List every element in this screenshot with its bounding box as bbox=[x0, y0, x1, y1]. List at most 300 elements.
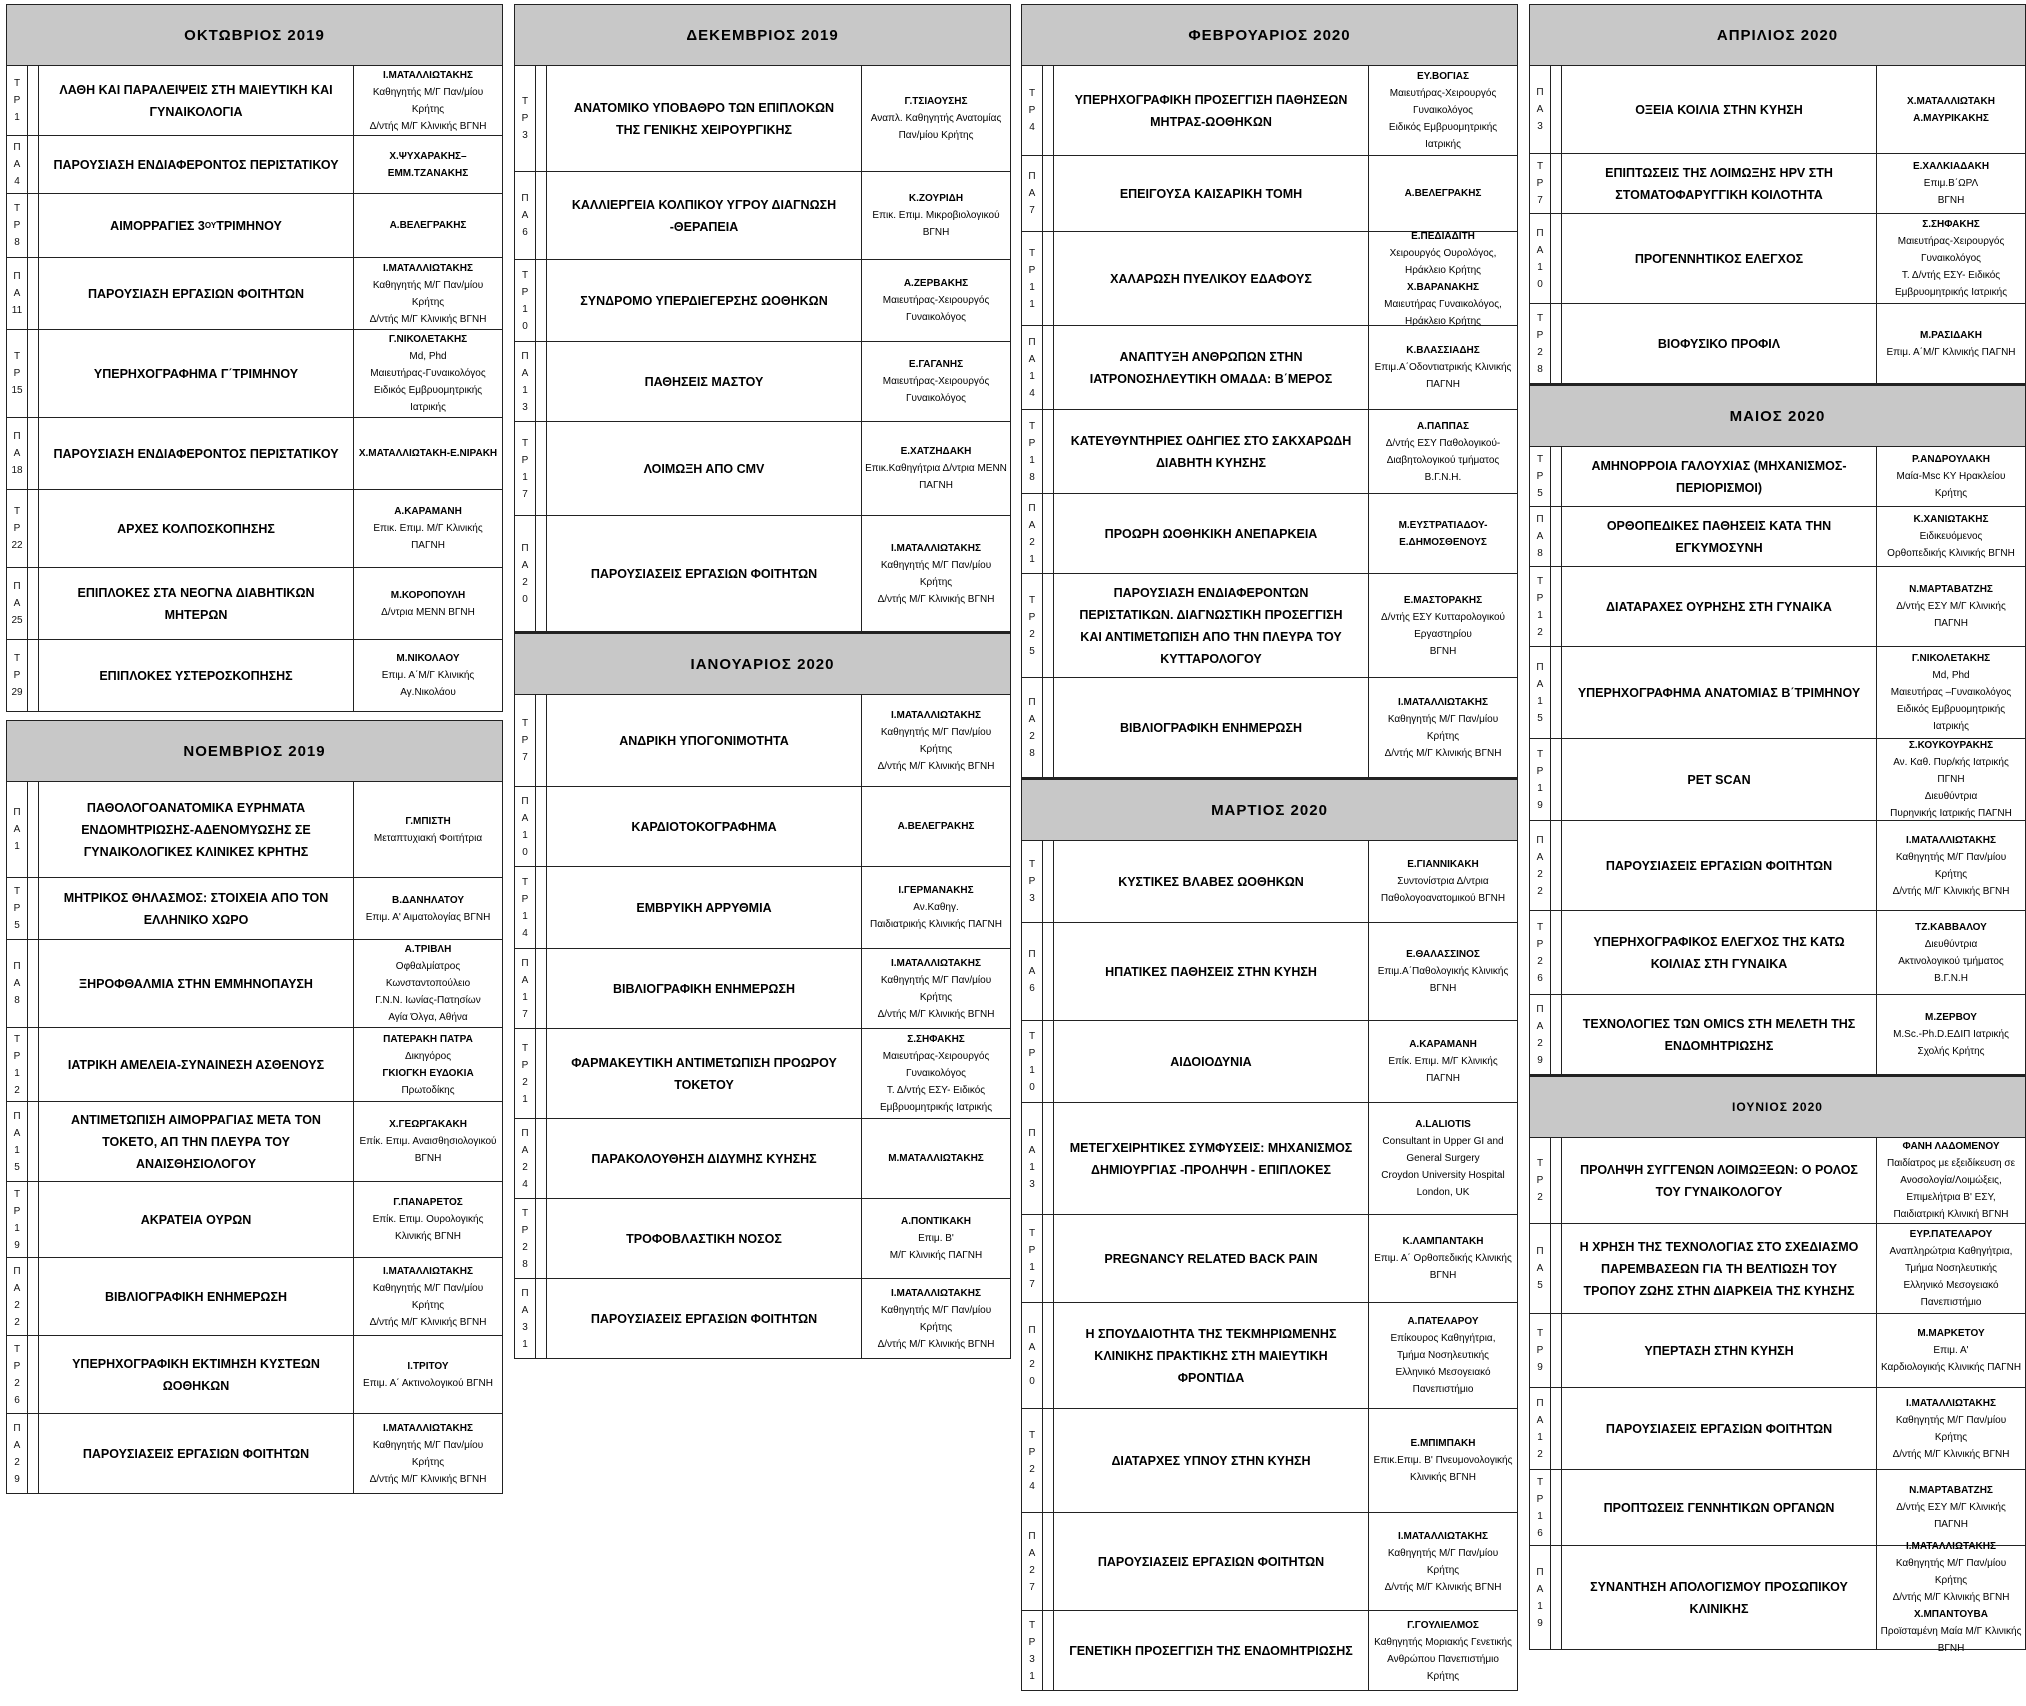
day-char: Π bbox=[1536, 661, 1544, 673]
day-char: 7 bbox=[522, 488, 528, 500]
session-row bbox=[1530, 304, 2025, 384]
speaker-affiliation: Δ/ντής Μ/Γ Κλινικής ΒΓΝΗ bbox=[877, 1008, 995, 1020]
session-speaker bbox=[1368, 841, 1517, 922]
day-char: 1 bbox=[522, 384, 528, 396]
session-title: ΒΙΟΦΥΣΙΚΟ ΠΡΟΦΙΛ bbox=[1561, 304, 1876, 383]
session-speaker bbox=[1876, 1224, 2025, 1313]
speaker-name: Ι.ΜΑΤΑΛΛΙΩΤΑΚΗΣ bbox=[1905, 1397, 1997, 1409]
speaker-name: Ι.ΜΑΤΑΛΛΙΩΤΑΚΗΣ bbox=[890, 957, 982, 969]
session-title: ΗΠΑΤΙΚΕΣ ΠΑΘΗΣΕΙΣ ΣΤΗΝ ΚΥΗΣΗ bbox=[1053, 923, 1368, 1020]
speaker-name: Χ.ΨΥΧΑΡΑΚΗΣ–ΕΜΜ.ΤΖΑΝΑΚΗΣ bbox=[387, 150, 469, 179]
speaker-name: Σ.ΚΟΥΚΟΥΡΑΚΗΣ bbox=[1908, 740, 1994, 751]
session-day bbox=[7, 194, 27, 257]
session-row bbox=[1530, 214, 2025, 304]
speaker-affiliation: Ορθοπεδικής Κλινικής ΒΓΝΗ bbox=[1887, 548, 2015, 559]
day-char: 5 bbox=[14, 920, 20, 931]
speaker-affiliation: Επικ. Επιμ. Μικροβιολογικού ΒΓΝΗ bbox=[872, 210, 1000, 238]
day-char: Τ bbox=[1536, 1476, 1544, 1488]
session-day bbox=[7, 940, 27, 1027]
speaker-name: Α.ΠΑΤΕΛΑΡΟΥ bbox=[1407, 1316, 1479, 1327]
speaker-name: Ι.ΤΡΙΤΟΥ bbox=[407, 1360, 449, 1372]
day-char: Α bbox=[1536, 104, 1544, 115]
speaker-affiliation: Καθηγητής Μ/Γ Παν/μίου Κρήτης bbox=[1895, 1558, 2007, 1586]
month-header: ΔΕΚΕΜΒΡΙΟΣ 2019 bbox=[515, 5, 1010, 66]
day-char: 4 bbox=[1029, 122, 1035, 133]
session-row bbox=[1022, 156, 1517, 232]
speaker-name: Μ.ΝΙΚΟΛΑΟΥ bbox=[396, 653, 460, 664]
day-char: 0 bbox=[522, 593, 528, 605]
day-char: Ρ bbox=[13, 1205, 21, 1217]
speaker-affiliation: Χειρουργός Ουρολόγος, Ηράκλειο Κρήτης bbox=[1389, 247, 1497, 276]
day-char: Α bbox=[1536, 678, 1544, 690]
session-row bbox=[7, 136, 502, 194]
day-char: 1 bbox=[1537, 1600, 1543, 1612]
session-row bbox=[1530, 507, 2025, 567]
session-day bbox=[1530, 304, 1550, 383]
month-header: ΦΕΒΡΟΥΑΡΙΟΣ 2020 bbox=[1022, 5, 1517, 66]
day-char: Π bbox=[1028, 1530, 1036, 1542]
speaker-affiliation: Μαία-Msc ΚΥ Ηρακλείου Κρήτης bbox=[1896, 471, 2006, 499]
session-row bbox=[515, 1279, 1010, 1359]
day-char: Ρ bbox=[1536, 938, 1544, 950]
session-speaker bbox=[861, 949, 1010, 1028]
speaker-affiliation: Δ/ντής ΕΣΥ Μ/Γ Κλινικής ΠΑΓΝΗ bbox=[1896, 1502, 2006, 1530]
day-char: Ρ bbox=[1536, 1175, 1544, 1186]
day-char: Τ bbox=[13, 1033, 21, 1045]
day-char: 1 bbox=[14, 1067, 20, 1079]
day-char: 3 bbox=[1029, 893, 1035, 904]
day-char: Τ bbox=[1028, 1619, 1036, 1631]
speaker-affiliation: Ειδικός Εμβρυομητρικής Ιατρικής bbox=[1388, 122, 1498, 150]
session-speaker bbox=[353, 490, 502, 567]
speaker-name: Ρ.ΑΝΔΡΟΥΛΑΚΗ bbox=[1911, 454, 1991, 465]
session-title: ΜΗΤΡΙΚΟΣ ΘΗΛΑΣΜΟΣ: ΣΤΟΙΧΕΙΑ ΑΠΟ ΤΟΝ ΕΛΛΗΝΙΚΟ ΧΩΡΟ bbox=[38, 878, 353, 939]
speaker-affiliation: Παιδιατρική Κλινική ΒΓΝΗ bbox=[1893, 1209, 2009, 1220]
session-row bbox=[515, 66, 1010, 172]
spacer-cell bbox=[27, 940, 38, 1027]
day-char: Π bbox=[1028, 696, 1036, 708]
spacer-cell bbox=[1042, 574, 1053, 677]
speaker-affiliation: Γ.Ν.Ν. Ιωνίας-Πατησίων bbox=[375, 995, 481, 1006]
day-char: Α bbox=[13, 598, 21, 609]
spacer-cell bbox=[1550, 911, 1561, 994]
session-speaker bbox=[353, 194, 502, 257]
session-row bbox=[1530, 647, 2025, 739]
speaker-affiliation: Καθηγητής Μ/Γ Παν/μίου Κρήτης bbox=[372, 279, 484, 308]
session-title: ΟΞΕΙΑ ΚΟΙΛΙΑ ΣΤΗΝ ΚΥΗΣΗ bbox=[1561, 66, 1876, 153]
session-title: ΤΕΧΝΟΛΟΓΙΕΣ ΤΩΝ OMICS ΣΤΗ ΜΕΛΕΤΗ ΤΗΣ ΕΝΔΟΜΗΤΡΙΩΣΗΣ bbox=[1561, 995, 1876, 1074]
speaker-affiliation: Επίκ. Επιμ. Αναισθησιολογικού ΒΓΝΗ bbox=[359, 1136, 497, 1164]
session-row bbox=[7, 66, 502, 136]
session-day bbox=[1022, 1513, 1042, 1610]
day-char: 0 bbox=[1029, 1375, 1035, 1387]
session-row bbox=[7, 782, 502, 878]
session-title: ΔΙΑΤΑΡΑΧΕΣ ΟΥΡΗΣΗΣ ΣΤΗ ΓΥΝΑΙΚΑ bbox=[1561, 567, 1876, 646]
session-title: ΒΙΒΛΙΟΓΡΑΦΙΚΗ ΕΝΗΜΕΡΩΣΗ bbox=[1053, 678, 1368, 777]
spacer-cell bbox=[1550, 214, 1561, 303]
day-char: 0 bbox=[522, 846, 528, 858]
day-char: Α bbox=[1028, 353, 1036, 365]
session-row bbox=[1022, 326, 1517, 410]
session-title: ΠΑΡΟΥΣΙΑΣΗ ΕΡΓΑΣΙΩΝ ΦΟΙΤΗΤΩΝ bbox=[38, 258, 353, 329]
speaker-affiliation: Δ/ντής Μ/Γ Κλινικής ΒΓΝΗ bbox=[1384, 747, 1502, 759]
speaker-affiliation: Μαιευτήρας –Γυναικολόγος bbox=[1890, 687, 2012, 698]
day-char: 6 bbox=[1029, 983, 1035, 994]
spacer-cell bbox=[27, 640, 38, 711]
speaker-affiliation: Παιδιατρικής Κλινικής ΠΑΓΝΗ bbox=[870, 919, 1002, 930]
day-char: Ρ bbox=[1536, 1345, 1544, 1356]
session-row bbox=[7, 640, 502, 712]
day-char: 1 bbox=[14, 841, 20, 852]
session-speaker bbox=[353, 1258, 502, 1335]
speaker-affiliation: Croydon University Hospital bbox=[1381, 1170, 1505, 1181]
spacer-cell bbox=[1550, 447, 1561, 506]
session-day bbox=[7, 568, 27, 639]
session-day bbox=[1022, 1215, 1042, 1302]
day-char: 3 bbox=[1537, 121, 1543, 132]
spacer-cell bbox=[1042, 678, 1053, 777]
session-row bbox=[1022, 494, 1517, 574]
session-day bbox=[515, 867, 535, 948]
session-row bbox=[1022, 841, 1517, 923]
session-speaker bbox=[861, 260, 1010, 341]
session-row bbox=[1530, 995, 2025, 1075]
session-row bbox=[515, 260, 1010, 342]
session-speaker bbox=[1876, 304, 2025, 383]
day-char: Α bbox=[1028, 188, 1036, 199]
spacer-cell bbox=[535, 867, 546, 948]
day-char: Ρ bbox=[521, 454, 529, 466]
speaker-name: Ν.ΜΑΡΤΑΒΑΤΖΗΣ bbox=[1909, 1485, 1993, 1496]
session-speaker bbox=[1368, 66, 1517, 155]
day-char: 3 bbox=[1029, 1653, 1035, 1665]
day-char: 2 bbox=[1537, 1448, 1543, 1460]
spacer-cell bbox=[1042, 923, 1053, 1020]
day-char: Ρ bbox=[521, 893, 529, 905]
spacer-cell bbox=[1550, 739, 1561, 820]
spacer-cell bbox=[1042, 232, 1053, 325]
session-speaker bbox=[1876, 1314, 2025, 1387]
session-speaker bbox=[1368, 326, 1517, 409]
spacer-cell bbox=[1550, 1224, 1561, 1313]
session-speaker bbox=[353, 878, 502, 939]
day-char: 2 bbox=[14, 1456, 20, 1468]
session-speaker bbox=[353, 940, 502, 1027]
speaker-affiliation: Καθηγητής Μοριακής Γενετικής Ανθρώπου Πανεπιστήμιο Κρήτης bbox=[1374, 1636, 1512, 1682]
day-char: Ρ bbox=[13, 670, 21, 681]
day-char: Α bbox=[13, 159, 21, 170]
day-char: Π bbox=[1028, 502, 1036, 514]
speaker-name: Α.ΠΑΠΠΑΣ bbox=[1416, 420, 1470, 432]
spacer-cell bbox=[1550, 1388, 1561, 1469]
session-row bbox=[515, 949, 1010, 1029]
day-char: Ρ bbox=[13, 95, 21, 106]
session-speaker bbox=[1876, 739, 2025, 820]
session-day bbox=[515, 260, 535, 341]
speaker-affiliation: Καθηγητής Μ/Γ Παν/μίου Κρήτης bbox=[372, 1282, 484, 1311]
speaker-name: Ε.ΘΑΛΑΣΣΙΝΟΣ bbox=[1406, 949, 1480, 960]
session-row bbox=[1530, 66, 2025, 154]
speaker-name: ΕΥ.ΒΟΓΙΑΣ bbox=[1416, 71, 1470, 82]
day-char: 3 bbox=[522, 401, 528, 413]
day-char: 4 bbox=[14, 176, 20, 187]
session-row bbox=[1530, 154, 2025, 214]
session-title: ΠΑΡΟΥΣΙΑΣΕΙΣ ΕΡΓΑΣΙΩΝ ΦΟΙΤΗΤΩΝ bbox=[1561, 1388, 1876, 1469]
day-char: Τ bbox=[1536, 748, 1544, 760]
month-june-2020 bbox=[1529, 1075, 2026, 1654]
session-day bbox=[1530, 1314, 1550, 1387]
session-day bbox=[7, 136, 27, 193]
speaker-affiliation: London, UK bbox=[1416, 1187, 1470, 1198]
day-char: Π bbox=[13, 1265, 21, 1277]
day-char: Τ bbox=[1028, 247, 1036, 259]
day-char: 29 bbox=[11, 687, 23, 698]
speaker-affiliation: Md, Phd bbox=[409, 351, 447, 362]
speaker-name: Ε.ΠΕΔΙΑΔΙΤΗ bbox=[1411, 230, 1475, 242]
spacer-cell bbox=[535, 787, 546, 866]
day-char: 7 bbox=[1537, 195, 1543, 206]
day-char: Ρ bbox=[1536, 765, 1544, 777]
session-title: ΑΚΡΑΤΕΙΑ ΟΥΡΩΝ bbox=[38, 1182, 353, 1257]
day-char: Τ bbox=[1536, 921, 1544, 933]
month-march-2020 bbox=[1021, 778, 1518, 1691]
spacer-cell bbox=[1550, 1314, 1561, 1387]
day-char: 2 bbox=[1029, 730, 1035, 742]
session-row bbox=[1530, 1314, 2025, 1388]
session-speaker bbox=[353, 1336, 502, 1413]
session-day bbox=[1530, 1546, 1550, 1649]
session-row bbox=[1022, 923, 1517, 1021]
speaker-affiliation: Δ/ντής Μ/Γ Κλινικής ΒΓΝΗ bbox=[1892, 1448, 2010, 1460]
day-char: 9 bbox=[14, 1239, 20, 1251]
day-char: 5 bbox=[14, 1161, 20, 1173]
day-char: Π bbox=[13, 142, 21, 153]
speaker-affiliation: Τ. Δ/ντής ΕΣΥ- Ειδικός Εμβρυομητρικής Ιατρικής bbox=[1894, 270, 2008, 298]
month-november-2019 bbox=[6, 720, 503, 1494]
day-char: Α bbox=[13, 448, 21, 459]
session-day bbox=[1022, 1103, 1042, 1214]
spacer-cell bbox=[535, 1279, 546, 1358]
session-speaker bbox=[861, 1279, 1010, 1358]
speaker-name: Γ.ΠΑΝΑΡΕΤΟΣ bbox=[393, 1197, 463, 1208]
speaker-name: Γ.ΓΟΥΛΙΕΛΜΟΣ bbox=[1407, 1619, 1479, 1631]
speaker-affiliation: Συντονίστρια Δ/ντρια Παθολογοανατομικού ΒΓΝΗ bbox=[1380, 876, 1506, 904]
speaker-affiliation: Επικ. Επιμ. Μ/Γ Κλινικής ΠΑΓΝΗ bbox=[373, 523, 483, 551]
day-char: Π bbox=[1028, 171, 1036, 182]
day-char: 1 bbox=[1029, 1670, 1035, 1682]
speaker-name: ΤΖ.ΚΑΒΒΑΛΟΥ bbox=[1915, 921, 1987, 933]
speaker-affiliation: Καθηγητής Μ/Γ Παν/μίου Κρήτης bbox=[1387, 713, 1499, 742]
session-row bbox=[1022, 1303, 1517, 1409]
speaker-affiliation: Καθηγητής Μ/Γ Παν/μίου Κρήτης bbox=[1387, 1547, 1499, 1576]
speaker-affiliation: Ακτινολογικού τμήματος Β.Γ.Ν.Η bbox=[1898, 955, 2004, 984]
speaker-affiliation: ΒΓΝΗ bbox=[1429, 645, 1457, 657]
day-char: 2 bbox=[1537, 346, 1543, 358]
speaker-name: Χ.ΓΕΩΡΓΑΚΑΚΗ bbox=[389, 1119, 467, 1130]
day-char: 9 bbox=[1537, 1617, 1543, 1629]
speaker-affiliation: Ελληνικό Μεσογειακό Πανεπιστήμιο bbox=[1903, 1280, 1999, 1308]
speaker-affiliation: Πυρηνικής Ιατρικής ΠΑΓΝΗ bbox=[1890, 808, 2012, 819]
session-day bbox=[7, 878, 27, 939]
session-day bbox=[7, 1258, 27, 1335]
session-title: ΕΠΙΠΛΟΚΕΣ ΥΣΤΕΡΟΣΚΟΠΗΣΗΣ bbox=[38, 640, 353, 711]
day-char: Α bbox=[13, 824, 21, 835]
day-char: 1 bbox=[1537, 1431, 1543, 1443]
session-row bbox=[7, 878, 502, 940]
day-char: 1 bbox=[1537, 609, 1543, 621]
day-char: Α bbox=[1536, 1263, 1544, 1274]
session-row bbox=[515, 342, 1010, 422]
speaker-name: Ε.ΧΑΛΚΙΑΔΑΚΗ bbox=[1912, 161, 1990, 172]
day-char: 4 bbox=[522, 927, 528, 939]
speaker-name: Α.ΜΑΥΡΙΚΑΚΗΣ bbox=[1913, 112, 1989, 124]
day-char: 2 bbox=[14, 1084, 20, 1096]
month-header: ΟΚΤΩΒΡΙΟΣ 2019 bbox=[7, 5, 502, 66]
session-day bbox=[7, 1028, 27, 1101]
session-day bbox=[1530, 154, 1550, 213]
speaker-name: Ε.ΓΑΓΑΝΗΣ bbox=[908, 359, 964, 370]
speaker-name: Ι.ΜΑΤΑΛΛΙΩΤΑΚΗΣ bbox=[1397, 696, 1489, 708]
speaker-affiliation: Δ/ντής Μ/Γ Κλινικής ΒΓΝΗ bbox=[369, 1316, 487, 1328]
day-char: Π bbox=[521, 1287, 529, 1299]
day-char: Τ bbox=[13, 506, 21, 517]
day-char: 18 bbox=[11, 465, 23, 476]
session-speaker bbox=[1876, 1138, 2025, 1223]
session-title: ΑΡΧΕΣ ΚΟΛΠΟΣΚΟΠΗΣΗΣ bbox=[38, 490, 353, 567]
speaker-affiliation: Δ/ντρια ΜΕΝΝ ΒΓΝΗ bbox=[381, 606, 475, 618]
day-char: Τ bbox=[13, 203, 21, 214]
day-char: Α bbox=[13, 1127, 21, 1139]
day-char: 7 bbox=[1029, 1581, 1035, 1593]
session-speaker bbox=[1368, 494, 1517, 573]
day-char: 7 bbox=[522, 1008, 528, 1020]
session-speaker bbox=[861, 1199, 1010, 1278]
day-char: Τ bbox=[1028, 859, 1036, 870]
speaker-affiliation: Δικηγόρος bbox=[404, 1050, 452, 1062]
speaker-name: Ι.ΜΑΤΑΛΛΙΩΤΑΚΗΣ bbox=[1905, 834, 1997, 846]
spacer-cell bbox=[535, 342, 546, 421]
day-char: 1 bbox=[1029, 298, 1035, 310]
speaker-name: Κ.ΧΑΝΙΩΤΑΚΗΣ bbox=[1913, 514, 1989, 525]
day-char: Τ bbox=[521, 876, 529, 888]
session-speaker bbox=[1876, 447, 2025, 506]
session-row bbox=[515, 695, 1010, 787]
day-char: Ρ bbox=[1536, 178, 1544, 189]
spacer-cell bbox=[27, 418, 38, 489]
speaker-affiliation: Μ/Γ Κλινικής ΠΑΓΝΗ bbox=[889, 1250, 983, 1261]
day-char: 5 bbox=[1537, 488, 1543, 499]
speaker-name: Ε.ΧΑΤΖΗΔΑΚΗ bbox=[900, 446, 972, 457]
day-char: 1 bbox=[1029, 1261, 1035, 1273]
day-char: 6 bbox=[1537, 1527, 1543, 1539]
speaker-name: Γ.ΝΙΚΟΛΕΤΑΚΗΣ bbox=[1911, 653, 1991, 664]
day-char: 1 bbox=[1537, 261, 1543, 273]
session-row bbox=[515, 422, 1010, 516]
session-speaker bbox=[353, 640, 502, 711]
speaker-name: Ι.ΜΑΤΑΛΛΙΩΤΑΚΗΣ bbox=[382, 262, 474, 274]
speaker-name: Α.ΚΑΡΑΜΑΝΗ bbox=[394, 506, 462, 517]
spacer-cell bbox=[1550, 647, 1561, 738]
session-day bbox=[7, 1102, 27, 1181]
session-day bbox=[1022, 1611, 1042, 1690]
speaker-affiliation: Καθηγητής Μ/Γ Παν/μίου Κρήτης bbox=[372, 86, 484, 115]
day-char: Π bbox=[1536, 834, 1544, 846]
session-title: ΓΕΝΕΤΙΚΗ ΠΡΟΣΕΓΓΙΣΗ ΤΗΣ ΕΝΔΟΜΗΤΡΙΩΣΗΣ bbox=[1053, 1611, 1368, 1690]
speaker-affiliation: Μαιευτήρας-Χειρουργός Γυναικολόγος bbox=[882, 295, 990, 323]
session-title: ΛΟΙΜΩΞΗ ΑΠΟ CMV bbox=[546, 422, 861, 515]
session-title: ΑΝΑΠΤΥΞΗ ΑΝΘΡΩΠΩΝ ΣΤΗΝ ΙΑΤΡΟΝΟΣΗΛΕΥΤΙΚΗ ΟΜΑΔΑ: Β΄ΜΕΡΟΣ bbox=[1053, 326, 1368, 409]
day-char: Τ bbox=[1536, 312, 1544, 324]
day-char: Τ bbox=[13, 1343, 21, 1355]
session-day bbox=[515, 1029, 535, 1118]
speaker-affiliation: Αναπλ. Καθηγητής Ανατομίας Παν/μίου Κρήτης bbox=[870, 113, 1002, 141]
session-speaker bbox=[861, 1029, 1010, 1118]
day-char: 2 bbox=[1029, 1358, 1035, 1370]
day-char: Π bbox=[1536, 1397, 1544, 1409]
session-title: ΠΑΡΟΥΣΙΑΣΕΙΣ ΕΡΓΑΣΙΩΝ ΦΟΙΤΗΤΩΝ bbox=[38, 1414, 353, 1493]
spacer-cell bbox=[1550, 66, 1561, 153]
session-speaker bbox=[861, 1119, 1010, 1198]
day-char: 3 bbox=[1029, 1178, 1035, 1190]
spacer-cell bbox=[1550, 1470, 1561, 1545]
speaker-name: Α.ΠΟΝΤΙΚΑΚΗ bbox=[901, 1216, 971, 1227]
day-char: Α bbox=[1028, 1341, 1036, 1353]
session-speaker bbox=[1876, 66, 2025, 153]
session-speaker bbox=[1876, 995, 2025, 1074]
day-char: 7 bbox=[1029, 205, 1035, 216]
session-speaker bbox=[861, 787, 1010, 866]
session-title: ΑΝΔΡΙΚΗ ΥΠΟΓΟΝΙΜΟΤΗΤΑ bbox=[546, 695, 861, 786]
speaker-affiliation: Επιμ. Α΄ Ακτινολογικού ΒΓΝΗ bbox=[363, 1377, 493, 1389]
day-char: 1 bbox=[522, 829, 528, 841]
day-char: 8 bbox=[1537, 363, 1543, 375]
session-title: ΤΡΟΦΟΒΛΑΣΤΙΚΗ ΝΟΣΟΣ bbox=[546, 1199, 861, 1278]
speaker-name: Χ.ΒΑΡΑΝΑΚΗΣ bbox=[1407, 281, 1479, 293]
day-char: Ρ bbox=[13, 368, 21, 379]
session-speaker bbox=[1368, 574, 1517, 677]
day-char: Π bbox=[13, 807, 21, 818]
session-title: ΠΑΡΟΥΣΙΑΣΕΙΣ ΕΡΓΑΣΙΩΝ ΦΟΙΤΗΤΩΝ bbox=[1053, 1513, 1368, 1610]
session-speaker bbox=[353, 1102, 502, 1181]
day-char: Ρ bbox=[1028, 1047, 1036, 1059]
session-title: ΔΙΑΤΑΡΧΕΣ ΥΠΝΟΥ ΣΤΗΝ ΚΥΗΣΗ bbox=[1053, 1409, 1368, 1512]
session-speaker bbox=[1876, 507, 2025, 566]
session-day bbox=[1530, 447, 1550, 506]
session-title: ΑΜΗΝΟΡΡΟΙΑ ΓΑΛΟΥΧΙΑΣ (ΜΗΧΑΝΙΣΜΟΣ-ΠΕΡΙΟΡΙΣΜΟΙ) bbox=[1561, 447, 1876, 506]
speaker-affiliation: Επιμ.Β΄ΩΡΛ bbox=[1923, 178, 1979, 189]
session-day bbox=[1022, 494, 1042, 573]
day-char: Ρ bbox=[1028, 1244, 1036, 1256]
day-char: 2 bbox=[1537, 1037, 1543, 1049]
speaker-affiliation: Ειδικός Εμβρυομητρικής Ιατρικής bbox=[1896, 704, 2006, 732]
session-day bbox=[7, 1414, 27, 1493]
session-day bbox=[515, 172, 535, 259]
spacer-cell bbox=[1550, 567, 1561, 646]
day-char: 1 bbox=[1029, 454, 1035, 466]
session-title: ΠΑΡΟΥΣΙΑΣΗ ΕΝΔΙΑΦΕΡΟΝΤΩΝ ΠΕΡΙΣΤΑΤΙΚΩΝ. ΔΙΑΓΝΩΣΤΙΚΗ ΠΡΟΣΕΓΓΙΣΗ ΚΑΙ ΑΝΤΙΜΕΤΩΠΙΣΗ ΑΠΟ ΤΗΝ ΠΛΕΥΡΑ ΤΟΥ ΚΥΤΤΑΡΟΛΟΓΟΥ bbox=[1053, 574, 1368, 677]
session-row bbox=[1022, 678, 1517, 778]
speaker-name: Ε.ΓΙΑΝΝΙΚΑΚΗ bbox=[1407, 859, 1479, 870]
session-row bbox=[1530, 739, 2025, 821]
session-title: ΠΑΡΟΥΣΙΑΣΕΙΣ ΕΡΓΑΣΙΩΝ ΦΟΙΤΗΤΩΝ bbox=[546, 516, 861, 631]
session-row bbox=[7, 940, 502, 1028]
spacer-cell bbox=[27, 568, 38, 639]
day-char: Τ bbox=[13, 78, 21, 89]
speaker-name: Κ.ΒΛΑΣΣΙΑΔΗΣ bbox=[1406, 345, 1480, 356]
day-char: 2 bbox=[1029, 628, 1035, 640]
spacer-cell bbox=[1042, 1409, 1053, 1512]
session-title: Η ΧΡΗΣΗ ΤΗΣ ΤΕΧΝΟΛΟΓΙΑΣ ΣΤΟ ΣΧΕΔΙΑΣΜΟ ΠΑΡΕΜΒΑΣΕΩΝ ΓΙΑ ΤΗ ΒΕΛΤΙΩΣΗ ΤΟΥ ΤΡΟΠΟΥ ΖΩΗΣ ΣΤΗΝ ΔΙΑΡΚΕΙΑ ΤΗΣ ΚΥΗΣΗΣ bbox=[1561, 1224, 1876, 1313]
